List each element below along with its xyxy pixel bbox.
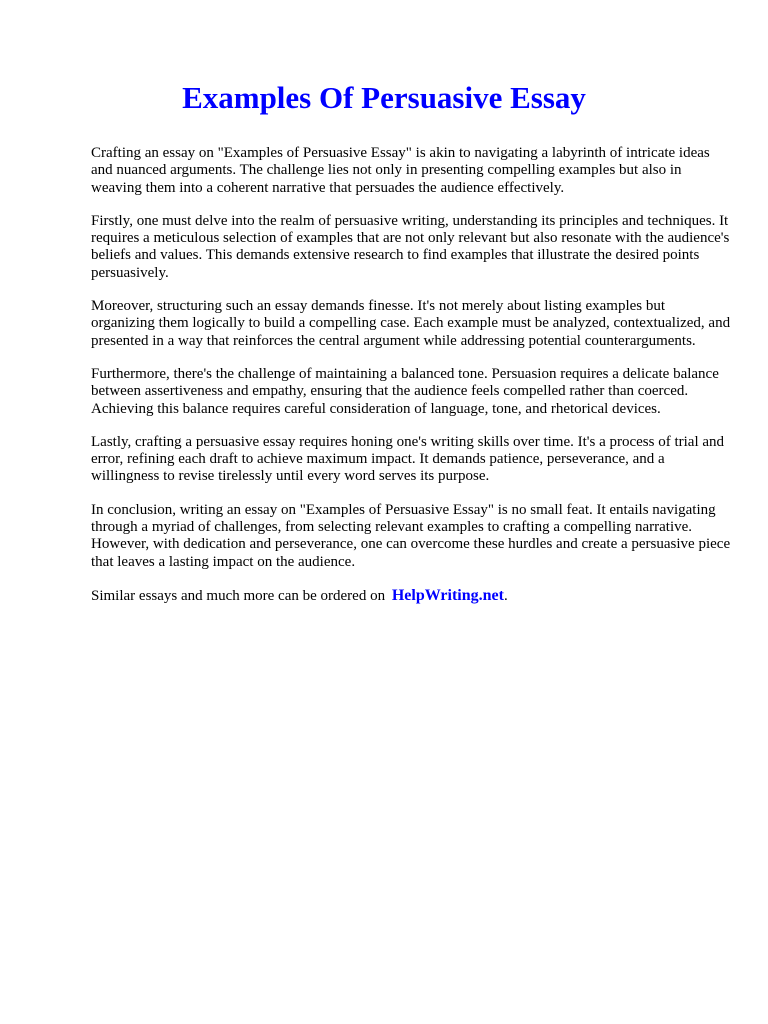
- essay-paragraph-5: Lastly, crafting a persuasive essay requires honing one's writing skills over time. It's a process of trial and error, refining each draft to achieve maximum impact. It demands patience, perseverance, and a willingness to revise tirelessly until every word serves its purpose.: [91, 433, 725, 485]
- essay-paragraph-4: Furthermore, there's the challenge of maintaining a balanced tone. Persuasion requires a delicate balance between assertiveness and empathy, ensuring that the audience feels compelled rather than coerced. Achieving this balance requires careful consideration of language, tone, and rhetorical devices.: [91, 365, 719, 417]
- footer-line: [91, 587, 731, 605]
- essay-paragraph-2: Firstly, one must delve into the realm of persuasive writing, understanding its principles and techniques. It requires a meticulous selection of examples that are not only relevant but also resonate with the audience's beliefs and values. This demands extensive research to find examples that illustrate the desired points persuasively.: [91, 212, 730, 281]
- essay-paragraph-3: Moreover, structuring such an essay demands finesse. It's not merely about listing examples but organizing them logically to build a compelling case. Each example must be analyzed, contextualized, and presented in a way that reinforces the central argument while addressing potential counterarguments.: [91, 298, 731, 349]
- footer-suffix: .: [503, 587, 508, 604]
- essay-body: [91, 145, 731, 605]
- footer-prefix: Similar essays and much more can be ordered on: [91, 587, 386, 604]
- helpwriting-link[interactable]: HelpWriting.net: [391, 586, 504, 604]
- page-title: Examples Of Persuasive Essay: [182, 80, 586, 115]
- essay-paragraph-6: In conclusion, writing an essay on "Examples of Persuasive Essay" is no small feat. It entails navigating through a myriad of challenges, from selecting relevant examples to crafting a compelling narrative. However, with dedication and perseverance, one can overcome these hurdles and create a persuasive piece that leaves a lasting impact on the audience.: [91, 501, 731, 570]
- essay-paragraph-1: Crafting an essay on "Examples of Persuasive Essay" is akin to navigating a labyrinth of intricate ideas and nuanced arguments. The challenge lies not only in presenting compelling examples but also in weaving them into a coherent narrative that persuades the audience effectively.: [91, 145, 710, 196]
